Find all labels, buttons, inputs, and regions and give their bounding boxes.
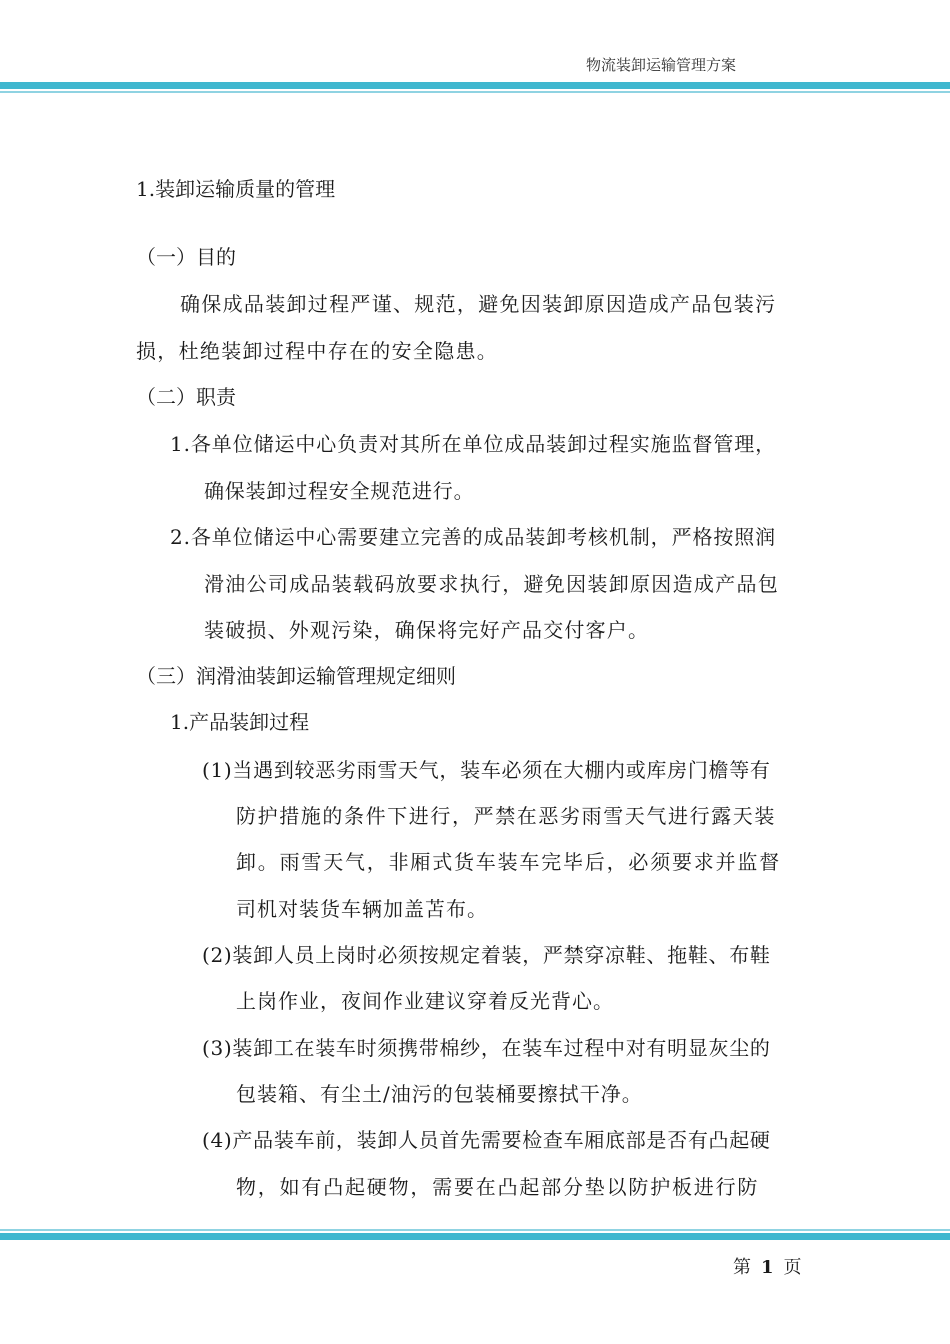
header-title: 物流装卸运输管理方案: [586, 56, 737, 74]
list-item-continuation: 滑油公司成品装载码放要求执行，避免因装卸原因造成产品包: [204, 572, 780, 596]
page-number: [733, 1253, 802, 1279]
sub-list-item: (1)当遇到较恶劣雨雪天气，装车必须在大棚内或库房门檐等有: [202, 758, 771, 782]
list-item-continuation: 装破损、外观污染，确保将完好产品交付客户。: [204, 618, 650, 642]
sub-list-item-continuation: 包装箱、有尘土/油污的包装桶要擦拭干净。: [236, 1082, 643, 1106]
list-item-heading: 1.产品装卸过程: [170, 710, 310, 734]
subsection-heading-rules: （三）润滑油装卸运输管理规定细则: [136, 664, 456, 688]
sub-list-item-continuation: 物，如有凸起硬物，需要在凸起部分垫以防护板进行防: [236, 1175, 760, 1199]
list-item-continuation: 确保装卸过程安全规范进行。: [204, 479, 475, 503]
subsection-heading-duties: （二）职责: [136, 385, 236, 409]
paragraph-line: 确保成品装卸过程严谨、规范，避免因装卸原因造成产品包装污: [180, 292, 777, 316]
page-number-value: 1: [761, 1257, 774, 1278]
section-title: 1.装卸运输质量的管理: [136, 177, 336, 201]
sub-list-item-continuation: 卸。雨雪天气，非厢式货车装车完毕后，必须要求并监督: [236, 850, 781, 874]
sub-list-item: (3)装卸工在装车时须携带棉纱，在装车过程中对有明显灰尘的: [202, 1036, 771, 1060]
sub-list-item-continuation: 防护措施的条件下进行，严禁在恶劣雨雪天气进行露天装: [236, 804, 776, 828]
sub-list-item: (2)装卸人员上岗时必须按规定着装，严禁穿凉鞋、拖鞋、布鞋: [202, 943, 771, 967]
subsection-heading-purpose: （一）目的: [136, 245, 236, 269]
sub-list-item-continuation: 司机对装货车辆加盖苫布。: [236, 897, 488, 921]
footer-rule: [0, 1229, 950, 1240]
sub-list-item-continuation: 上岗作业，夜间作业建议穿着反光背心。: [236, 989, 614, 1013]
paragraph-line: 损，杜绝装卸过程中存在的安全隐患。: [136, 339, 499, 363]
sub-list-item: (4)产品装车前，装卸人员首先需要检查车厢底部是否有凸起硬: [202, 1128, 771, 1152]
header-rule: [0, 82, 950, 93]
page-number-suffix: 页: [783, 1257, 802, 1278]
list-item: 1.各单位储运中心负责对其所在单位成品装卸过程实施监督管理，: [170, 432, 777, 456]
list-item: 2.各单位储运中心需要建立完善的成品装卸考核机制，严格按照润: [170, 525, 777, 549]
page-number-prefix: 第: [733, 1257, 751, 1278]
